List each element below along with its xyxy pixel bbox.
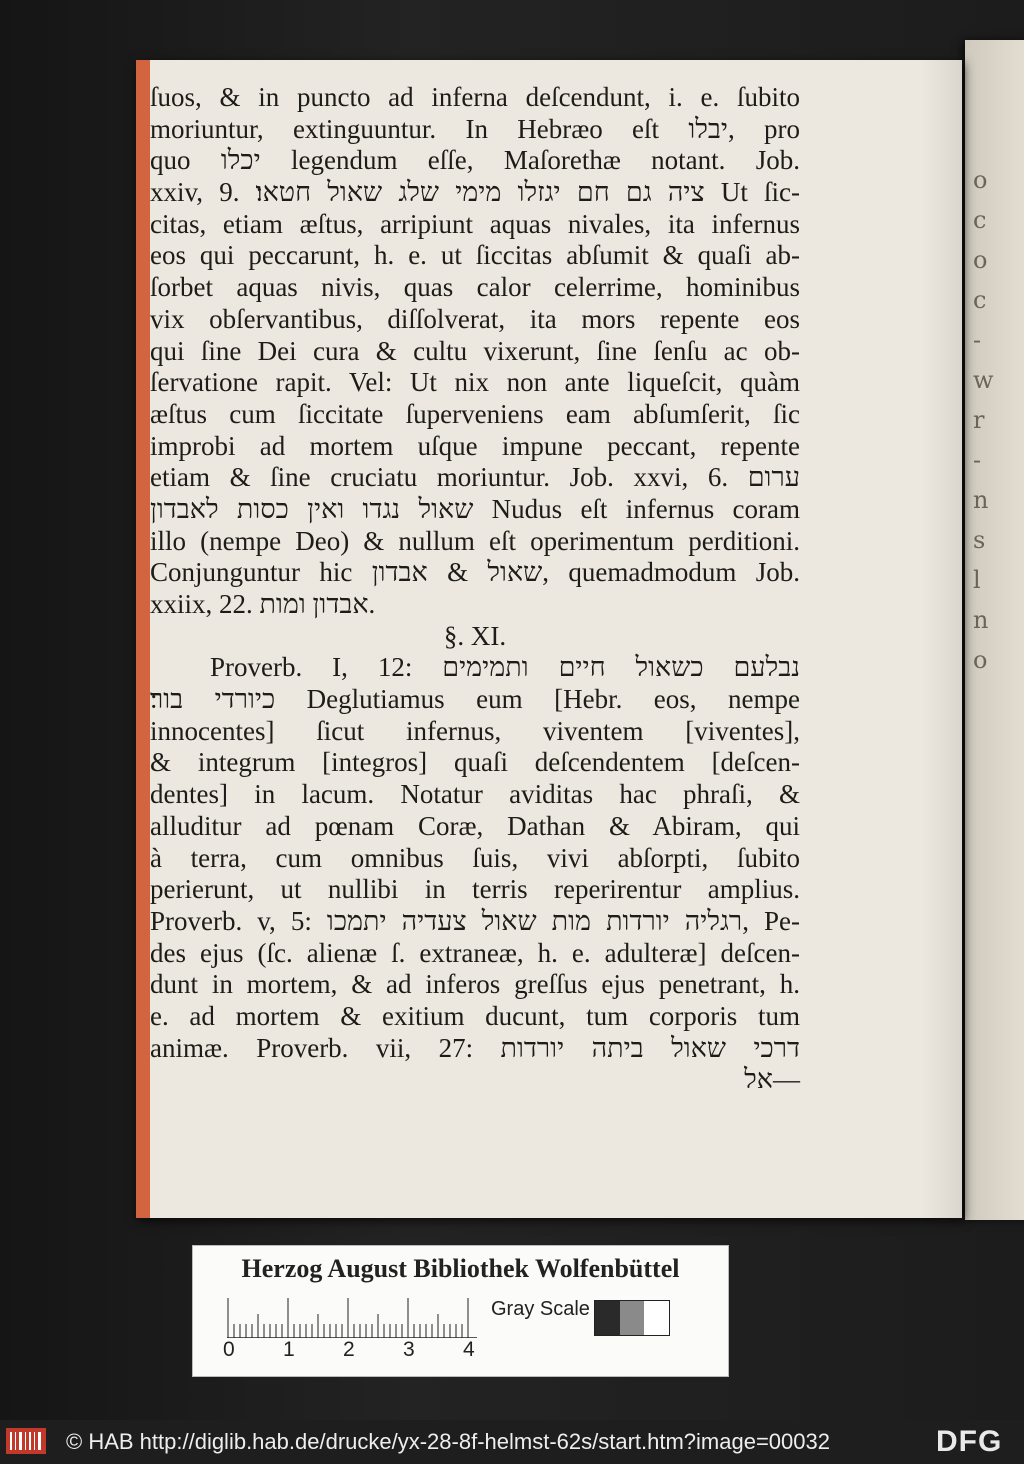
ruler-number: 4 — [463, 1338, 475, 1361]
library-color-card — [192, 1245, 729, 1377]
ruler-number: 1 — [283, 1338, 295, 1361]
text-line: ſorbet aquas nivis, quas calor celerrime, hominibus — [150, 272, 800, 303]
gray-swatch-mid — [620, 1301, 645, 1335]
text-line: des ejus (ſc. alienæ ſ. extraneæ, h. e. adulteræ] deſcen- — [150, 937, 800, 968]
text-line: perierunt, ut nullibi in terris reperirentur amplius. — [150, 874, 800, 905]
viewer-footer — [0, 1420, 1024, 1464]
text-line: animæ. Proverb. vii, 27: דרכי שאול ביתה יורדות — [150, 1032, 800, 1063]
text-line: e. ad mortem & exitium ducunt, tum corporis tum — [150, 1000, 800, 1031]
ruler-scale — [227, 1298, 477, 1338]
text-line: alluditur ad pœnam Coræ, Dathan & Abiram, qui — [150, 810, 800, 841]
ruler-number: 0 — [223, 1338, 235, 1361]
text-line: moriuntur, extinguuntur. In Hebræo eſt יבלו, pro — [150, 113, 801, 144]
text-line: Conjunguntur hic שאול & אבדון, quemadmodum Job. — [150, 557, 800, 588]
barcode-icon — [6, 1428, 46, 1454]
ruler-number: 2 — [343, 1338, 355, 1361]
library-title: Herzog August Bibliothek Wolfenbüttel — [241, 1254, 680, 1283]
text-line: æſtus cum ſiccitate ſuperveniens eam abſumſerit, ſic — [150, 398, 800, 429]
text-line: vix obſervantibus, diſſolverat, ita mors repente eos — [150, 303, 800, 334]
adjacent-page-text: o c o c - w r - n s l n o — [973, 166, 994, 674]
text-line: Proverb. v, 5: רגליה יורדות מות שאול צעדיה יתמכו, Pe- — [150, 905, 800, 936]
text-line: à terra, cum omnibus ſuis, vivi abſorpti, ſubito — [150, 842, 800, 873]
catchword: אל— — [744, 1064, 800, 1095]
section-heading: §. XI. — [443, 620, 507, 651]
text-line: eos qui peccarunt, h. e. ut ſiccitas abſumit & quaſi ab- — [150, 240, 800, 271]
text-line: qui ſine Dei cura & cultu vixerunt, ſine ſenſu ac ob- — [150, 335, 800, 366]
gray-swatch-light — [644, 1301, 669, 1335]
text-line: improbi ad mortem uſque impune peccant, repente — [150, 430, 800, 461]
text-line: כיורדי בור׃ Deglutiamus eum [Hebr. eos, nempe — [150, 684, 800, 715]
text-line: innocentes] ſicut infernus, viventem [viventes], — [150, 715, 800, 746]
source-link[interactable]: © HAB http://diglib.hab.de/drucke/yx-28-8f-helmst-62s/start.htm?image=00032 — [66, 1429, 830, 1454]
text-line: & integrum [integros] quaſi deſcendentem [deſcen- — [150, 747, 800, 778]
gray-swatch-dark — [595, 1301, 620, 1335]
text-line: dentes] in lacum. Notatur aviditas hac phraſi, & — [150, 779, 800, 810]
text-line: שאול נגדו ואין כסות לאבדון Nudus eſt infernus coram — [150, 493, 800, 524]
text-line: xxiix, 22. אבדון ומות. — [150, 589, 376, 619]
text-line: Proverb. I, 12: נבלעם כשאול חיים ותמימים — [210, 652, 800, 683]
adjacent-page-edge — [965, 40, 1024, 1220]
text-line: xxiv, 9. ציה גם חם יגזלו מימי שלג שאול חטאו׃ Ut ſic- — [150, 177, 801, 208]
dfg-logo: DFG — [936, 1425, 1003, 1458]
text-line: ſuos, & in puncto ad inferna deſcendunt, i. e. ſubito — [150, 82, 800, 112]
text-line: illo (nempe Deo) & nullum eſt operimentum perditioni. — [150, 525, 800, 556]
page-text — [150, 82, 800, 1096]
ruler-number: 3 — [403, 1338, 415, 1361]
text-line: dunt in mortem, & ad inferos greſſus ejus penetrant, h. — [150, 969, 800, 1000]
text-line: citas, etiam æſtus, arripiunt aquas nivales, ita infernus — [150, 208, 800, 239]
gray-scale-swatches — [594, 1300, 670, 1336]
gray-scale-label: Gray Scale — [491, 1298, 590, 1320]
text-line: etiam & ſine cruciatu moriuntur. Job. xxvi, 6. ערום — [150, 462, 800, 493]
ruler-numbers — [223, 1338, 483, 1364]
text-line: quo יכלו legendum eſſe, Maſorethæ notant. Job. — [150, 145, 801, 176]
text-line: ſervatione rapit. Vel: Ut nix non ante liqueſcit, quàm — [150, 367, 800, 398]
